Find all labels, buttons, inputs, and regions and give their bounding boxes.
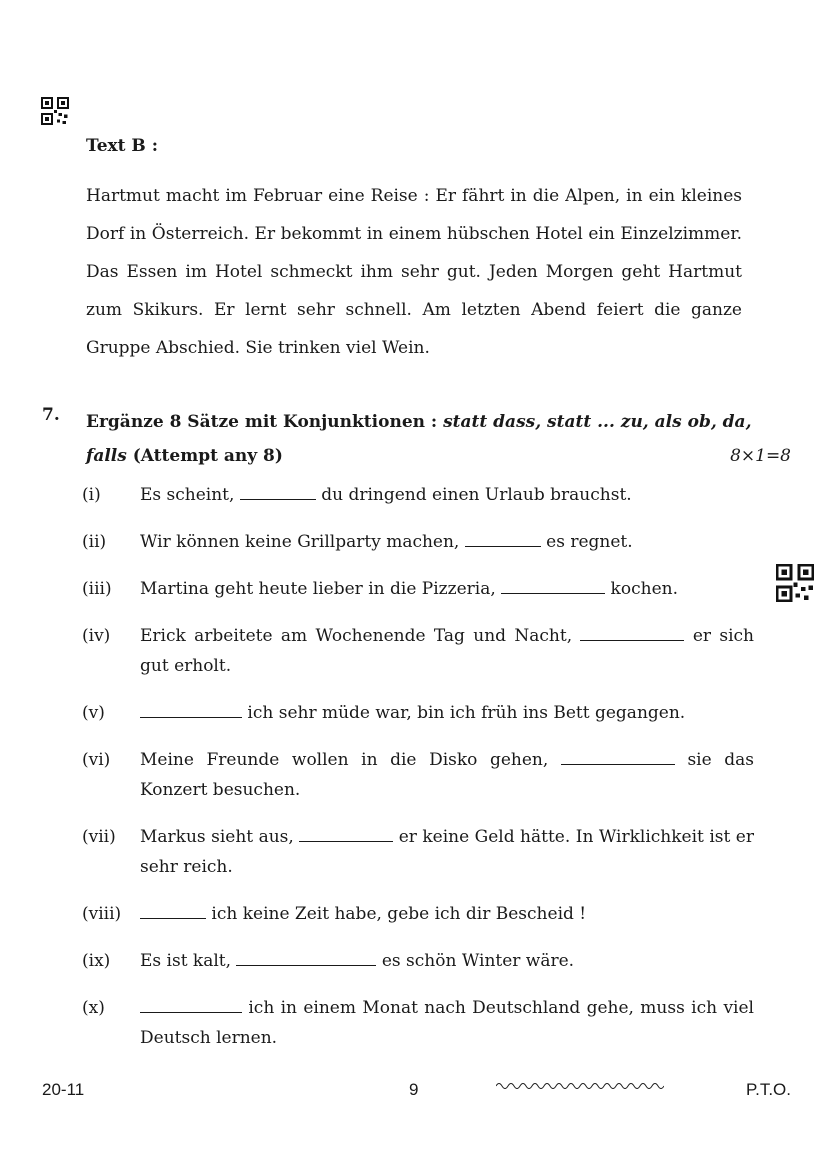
list-item [82,698,772,728]
answer-blank[interactable] [501,576,605,594]
list-item [82,899,772,929]
item-number: (viii) [82,904,122,924]
answer-blank[interactable] [140,700,242,718]
item-number: (ix) [82,951,111,971]
instruction-attempt: (Attempt any 8) [126,446,283,466]
item-sentence: Es ist kalt, es schön Winter wäre. [140,946,754,976]
answer-blank[interactable] [236,948,376,966]
item-sentence: Martina geht heute lieber in die Pizzeria, kochen. [140,574,754,604]
passage-text: Hartmut macht im Februar eine Reise : Er fährt in die Alpen, in ein kleines Dorf in Österreich. Er bekommt in einem hübschen Hotel ein Einzelzimmer. Das Essen im Hotel schmeckt ihm sehr gut. Jeden Morgen geht Hartmut zum Skikurs. Er lernt sehr schnell. Am letzten Abend feiert die ganze Gruppe Abschied. Sie trinken viel Wein. [86,186,742,358]
answer-blank[interactable] [580,623,684,641]
list-item [82,946,772,976]
item-number: (iv) [82,626,111,646]
item-number: (vii) [82,827,116,847]
instruction-conjunctions: statt dass, statt ... zu, als ob, da, falls [86,412,752,466]
reading-passage [86,177,742,367]
item-sentence: ich in einem Monat nach Deutschland gehe, muss ich viel Deutsch lernen. [140,993,754,1053]
item-number: (ii) [82,532,107,552]
paper-code: 20-11 [42,1080,85,1099]
item-number: (x) [82,998,105,1018]
list-item [82,745,772,805]
wavy-line-divider [496,1078,664,1092]
pto-label: P.T.O. [745,1080,791,1099]
answer-blank[interactable] [140,901,206,919]
answer-blank[interactable] [140,995,242,1013]
item-sentence: Markus sieht aus, er keine Geld hätte. In Wirklichkeit ist er sehr reich. [140,822,754,882]
answer-blank[interactable] [465,529,541,547]
list-item [82,621,772,681]
list-item [82,993,772,1053]
page-number: 9 [409,1080,419,1099]
list-item [82,527,772,557]
item-number: (iii) [82,579,112,599]
answer-blank[interactable] [240,482,316,500]
list-item [82,822,772,882]
answer-blank[interactable] [561,747,675,765]
section-heading: Text B : [86,136,158,156]
exercise-list [82,480,772,1070]
item-number: (vi) [82,750,111,770]
question-instruction [86,405,754,473]
item-sentence: Meine Freunde wollen in die Disko gehen, sie das Konzert besuchen. [140,745,754,805]
item-sentence: Wir können keine Grillparty machen, es regnet. [140,527,754,557]
item-number: (i) [82,485,101,505]
answer-blank[interactable] [299,824,393,842]
instruction-plain: Ergänze 8 Sätze mit Konjunktionen : [86,412,444,432]
item-sentence: Erick arbeitete am Wochenende Tag und Nacht, er sich gut erholt. [140,621,754,681]
question-number: 7. [42,405,60,425]
question-marks: 8×1=8 [730,446,791,466]
item-sentence: Es scheint, du dringend einen Urlaub brauchst. [140,480,754,510]
list-item [82,480,772,510]
item-number: (v) [82,703,105,723]
list-item [82,574,772,604]
qr-code-icon [41,97,69,125]
item-sentence: ich sehr müde war, bin ich früh ins Bett gegangen. [140,698,754,728]
qr-code-icon [776,564,814,602]
item-sentence: ich keine Zeit habe, gebe ich dir Bescheid ! [140,899,754,929]
